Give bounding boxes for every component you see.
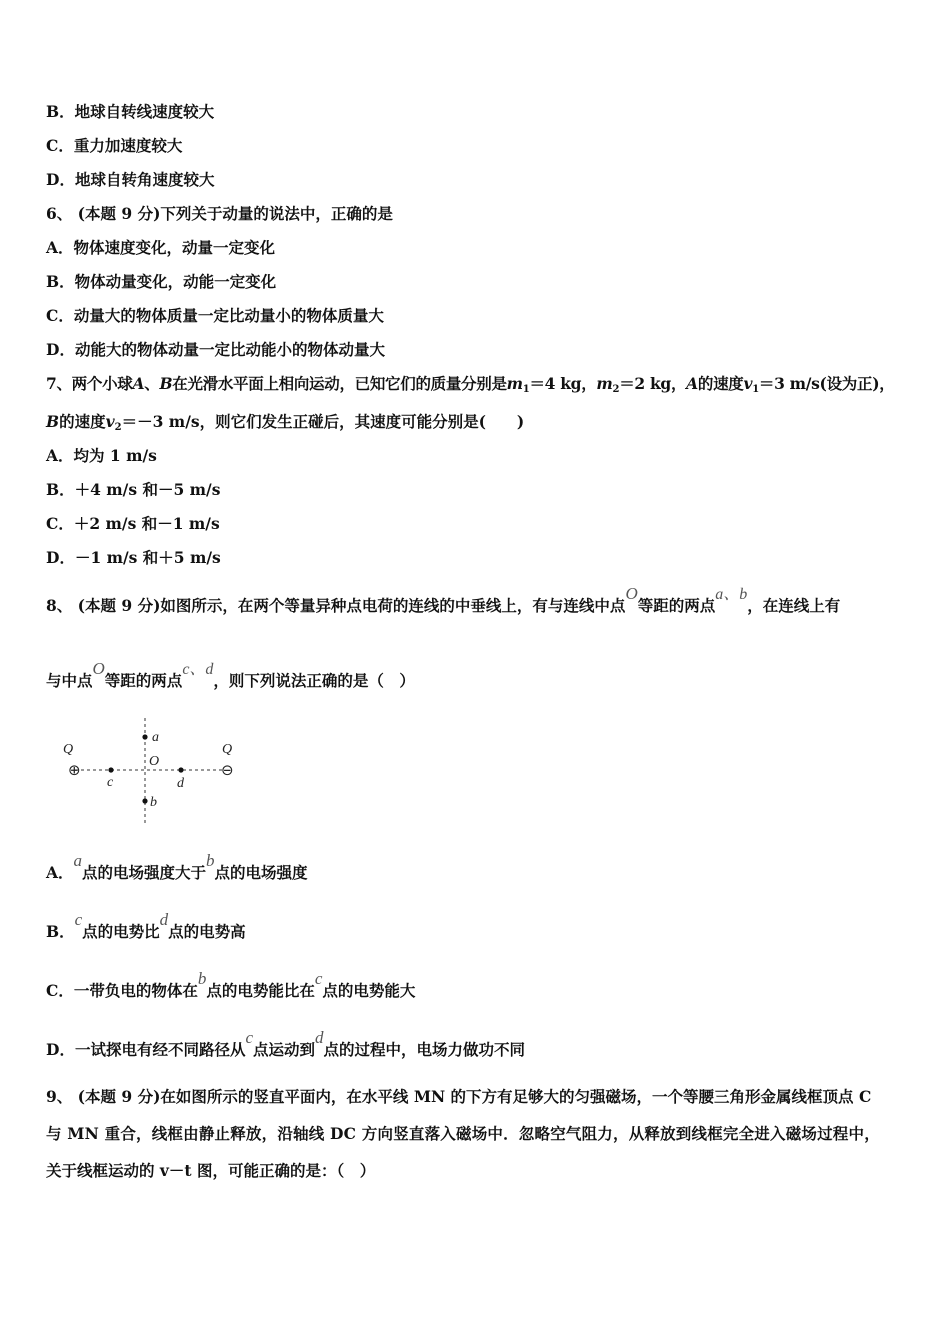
point-a-label: a <box>152 730 159 745</box>
point-d-dot <box>178 767 183 772</box>
q8-option-a: A．a点的电场强度大于b点的电场强度 <box>46 851 308 882</box>
q5-option-b: B．地球自转线速度较大 <box>46 102 215 121</box>
point-b-label: b <box>150 795 157 810</box>
q8-stem-line1: 8、 (本题 9 分)如图所示，在两个等量异种点电荷的连线的中垂线上，有与连线中点O等距的两点a、b，在连线上有 <box>46 584 841 615</box>
q9-stem-line2: 与 MN 重合，线框由静止释放，沿轴线 DC 方向竖直落入磁场中．忽略空气阻力，从释放到线框完全进入磁场过程中， <box>46 1124 880 1143</box>
q7-stem-line2: B的速度$v_2=-3$ m/s，则它们发生正碰后，其速度可能分别是( ) <box>46 412 525 433</box>
left-charge-label: Q <box>63 742 74 757</box>
q7-option-c: C．＋2 m/s 和－1 m/s <box>46 514 220 533</box>
q7-option-a: A．均为 1 m/s <box>46 446 157 465</box>
charge-field-figure <box>56 716 246 828</box>
point-a-dot <box>142 734 147 739</box>
q8-stem-line2: 与中点O等距的两点c、d，则下列说法正确的是（ ） <box>46 659 415 690</box>
q8-option-d: D．一试探电有经不同路径从c点运动到d点的过程中，电场力做功不同 <box>46 1028 526 1059</box>
point-c-label: c <box>107 775 114 790</box>
point-c-dot <box>108 767 113 772</box>
q6-stem: 6、 (本题 9 分)下列关于动量的说法中，正确的是 <box>46 204 393 223</box>
point-o-label: O <box>149 754 160 769</box>
q8-option-b: B．c点的电势比d点的电势高 <box>46 910 246 941</box>
q5-option-c: C．重力加速度较大 <box>46 136 183 155</box>
q6-option-a: A．物体速度变化，动量一定变化 <box>46 238 276 257</box>
right-charge-label: Q <box>222 742 233 757</box>
negative-charge-symbol: ⊖ <box>221 761 234 779</box>
point-b-dot <box>142 798 147 803</box>
q6-option-c: C．动量大的物体质量一定比动量小的物体质量大 <box>46 306 384 325</box>
q7-option-d: D．－1 m/s 和＋5 m/s <box>46 548 221 567</box>
q7-option-b: B．＋4 m/s 和－5 m/s <box>46 480 221 499</box>
q6-option-b: B．物体动量变化，动能一定变化 <box>46 272 277 291</box>
q9-stem-line3: 关于线框运动的 v－t 图，可能正确的是：（ ） <box>46 1161 376 1180</box>
q5-option-d: D．地球自转角速度较大 <box>46 170 215 189</box>
point-d-label: d <box>177 776 184 791</box>
q6-option-d: D．动能大的物体动量一定比动能小的物体动量大 <box>46 340 385 359</box>
q7-stem-line1: 7、两个小球A、B在光滑水平面上相向运动，已知它们的质量分别是$m_1=4$ kg，$m_2=2$ kg，A的速度$v_1=3$ m/s(设为正)， <box>46 374 895 395</box>
q9-stem-line1: 9、 (本题 9 分)在如图所示的竖直平面内，在水平线 MN 的下方有足够大的匀强磁场，一个等腰三角形金属线框顶点 C <box>46 1087 872 1106</box>
positive-charge-symbol: ⊕ <box>68 761 81 779</box>
q8-option-c: C．一带负电的物体在b点的电势能比在c点的电势能大 <box>46 969 416 1000</box>
